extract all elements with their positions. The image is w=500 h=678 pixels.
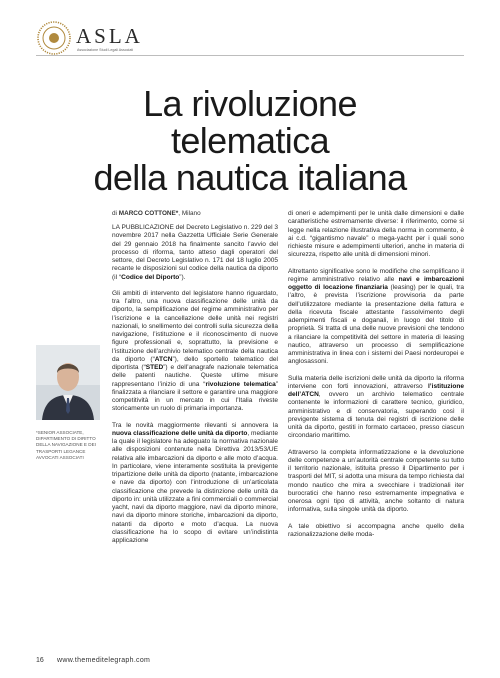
paragraph-text: ” finalizzata a rilanciare il settore e garantire una maggiore competitività in un mercato in cui l’Italia riveste storicamente un ruolo di primaria importanza. [112,380,279,413]
paragraph-text: Altrettanto significative sono le modifiche che semplificano il regime amministrativo relativo alle [288,267,464,283]
paragraph-text: , mediante la quale il legislatore ha adeguato la normativa nazionale alle disposizioni contenute nella Direttiva 2013/53/UE relativa alle imbarcazioni da diporto e alle moto d’acqua. In particolare, viene interamente sostituita la previgente tripartizione delle unità da diporto (natante, imbarcazione e nave da diporto) con l’introduzione di un’articolata classificazione che prevede la distinzione delle unità da diporto in: unità utilizzate a fini commerciali o commercial yacht, navi da diporto maggiore, navi da diporto minore, navi da diporto minore storiche, imbarcazioni da diporto, natanti da diporto e moto d’acqua. La nuova classificazione ha lo scopo di evitare un’indistinta applicazione [112,429,278,544]
byline-location: , Milano [178,210,201,217]
paragraph-text: ”), dello sportello telematico del diportista (“ [112,355,278,371]
author-name: MARCO COTTONE* [118,210,179,217]
paragraph-text: A tale obiettivo si accompagna anche quello della razionalizzazione delle moda- [288,522,464,538]
article-column-2 [288,210,464,547]
bold-text: rivoluzione telematica [205,380,276,388]
title-line: La rivoluzione [143,83,357,124]
article-paragraph [288,210,464,260]
logo-seal-icon [36,20,72,56]
title-line: della nautica italiana [93,157,407,198]
article-paragraph [112,290,278,414]
article-paragraph [112,224,278,282]
paragraph-text: , ovvero un archivio telematico centrale contenente le informazioni di carattere tecnico, giuridico, amministrativo e di conservatoria, superando così il previgente sistema di tenuta dei registri di iscrizione delle unità da diporto, gestiti in formato cartaceo, presso ciascun circondario marittimo. [288,391,464,440]
paragraph-text: (leasing) per le quali, tra l’altro, è prevista l’iscrizione provvisoria da parte dell’utilizzatore mediante la presentazione della fattura e della ricevuta fiscale attestante l’assolvimento degli adempimenti fiscali e doganali, in luogo del titolo di proprietà. Si tratta di una delle nuove previsioni che tendono a rilanciare la competitività del settore in materia di leasing nautico, attraverso un processo di semplificazione amministrativa in linea con i sistemi dei Paesi nordeuropei e anglosassoni. [288,284,464,366]
bold-text: Codice del Diporto [121,273,180,281]
byline-prefix: di [112,210,119,217]
paragraph-text: Sulla materia delle iscrizioni delle unità da diporto la riforma interviene con forti innovazioni, attraverso [288,374,464,390]
page-number: 16 [36,657,44,664]
article-paragraph [288,268,464,367]
paragraph-text: Attraverso la completa informatizzazione e la devoluzione delle competenze a un’autorità centrale competente su tutto il territorio nazionale, istituita presso il Dipartimento per i trasporti del MIT, si adotta una misura da tempo richiesta dal mondo nautico che mira a svecchiare i tradizionali iter burocratici che hanno reso estremamente impegnativa e onerosa ogni tipo di attività, anche soltanto di natura informativa, sulla singole unità da diporto. [288,448,464,514]
title-line: telematica [170,120,330,161]
article-paragraph [288,449,464,515]
paragraph-text: LA PUBBLICAZIONE del Decreto Legislativo n. 229 del 3 novembre 2017 nella Gazzetta Ufficiale Serie Generale del 29 gennaio 2018 ha finalmente sancito l’avvio del processo di riforma, tanto atteso dagli operatori del settore, del Decreto Legislativo n. 171 del 18 luglio 2005 recante le disposizioni sul codice della nautica da diporto (il “ [112,224,278,281]
article-paragraph [112,422,278,546]
author-portrait-image [36,345,100,420]
bold-text: l’istituzione dell’ATCN [288,382,464,398]
logo-text: ASLA [76,24,143,48]
paragraph-text: Tra le novità maggiormente rilevanti si annovera la [112,421,278,429]
bold-text: STED [145,364,164,371]
paragraph-text: Gli ambiti di intervento del legislatore hanno riguardato, tra l’altro, una nuova classificazione delle unità da diporto, la semplificazione del regime amministrativo per l’iscrizione e la cancellazione delle unità nei registri nazionali, lo snellimento dei controlli sulla sicurezza della navigazione, l’istituzione e il riconoscimento di nuove figure professionali e, soprattutto, la previsione e l’istituzione dell’archivio telematico centrale della nautica da diporto (“ [112,289,278,363]
bold-text: nuova classificazione delle unità da diporto [112,429,248,437]
author-caption: *SENIOR ASSOCIATE, DIPARTIMENTO DI DIRITTO DELLA NAVIGAZIONE E DEI TRASPORTI LEGANCE AVVOCATI ASSOCIATI [36,430,96,460]
logo-subtitle: Associazione Studi Legali Associati [77,48,134,52]
article-column-1 [112,224,278,553]
asla-logo [36,20,156,60]
paragraph-text: di oneri e adempimenti per le unità dalle dimensioni e dalle caratteristiche estremamente diverse: il riferimento, come si legge nella relazione illustrativa della norma in commento, è ai c.d. “gigantismo navale” o mega-yacht per i quali sono richieste misure e adempimenti ulteriori, anche in materia di sicurezza, rispetto alle unità di dimensioni minori. [288,210,464,259]
article-paragraph [288,375,464,441]
paragraph-text: ”). [179,273,186,281]
paragraph-text: ”) e dell’anagrafe nazionale telematica delle patenti nautiche. Queste ultime misure rappresentano l’inizio di una “ [112,364,278,388]
byline [112,210,201,217]
article-paragraph [288,523,464,540]
author-photo [36,345,100,420]
footer-url[interactable]: www.themeditelegraph.com [57,657,151,664]
header-divider [36,55,464,56]
bold-text: ATCN [154,355,173,363]
article-title [0,85,500,196]
bold-text: navi e imbarcazioni oggetto di locazione finanziaria [288,275,464,291]
